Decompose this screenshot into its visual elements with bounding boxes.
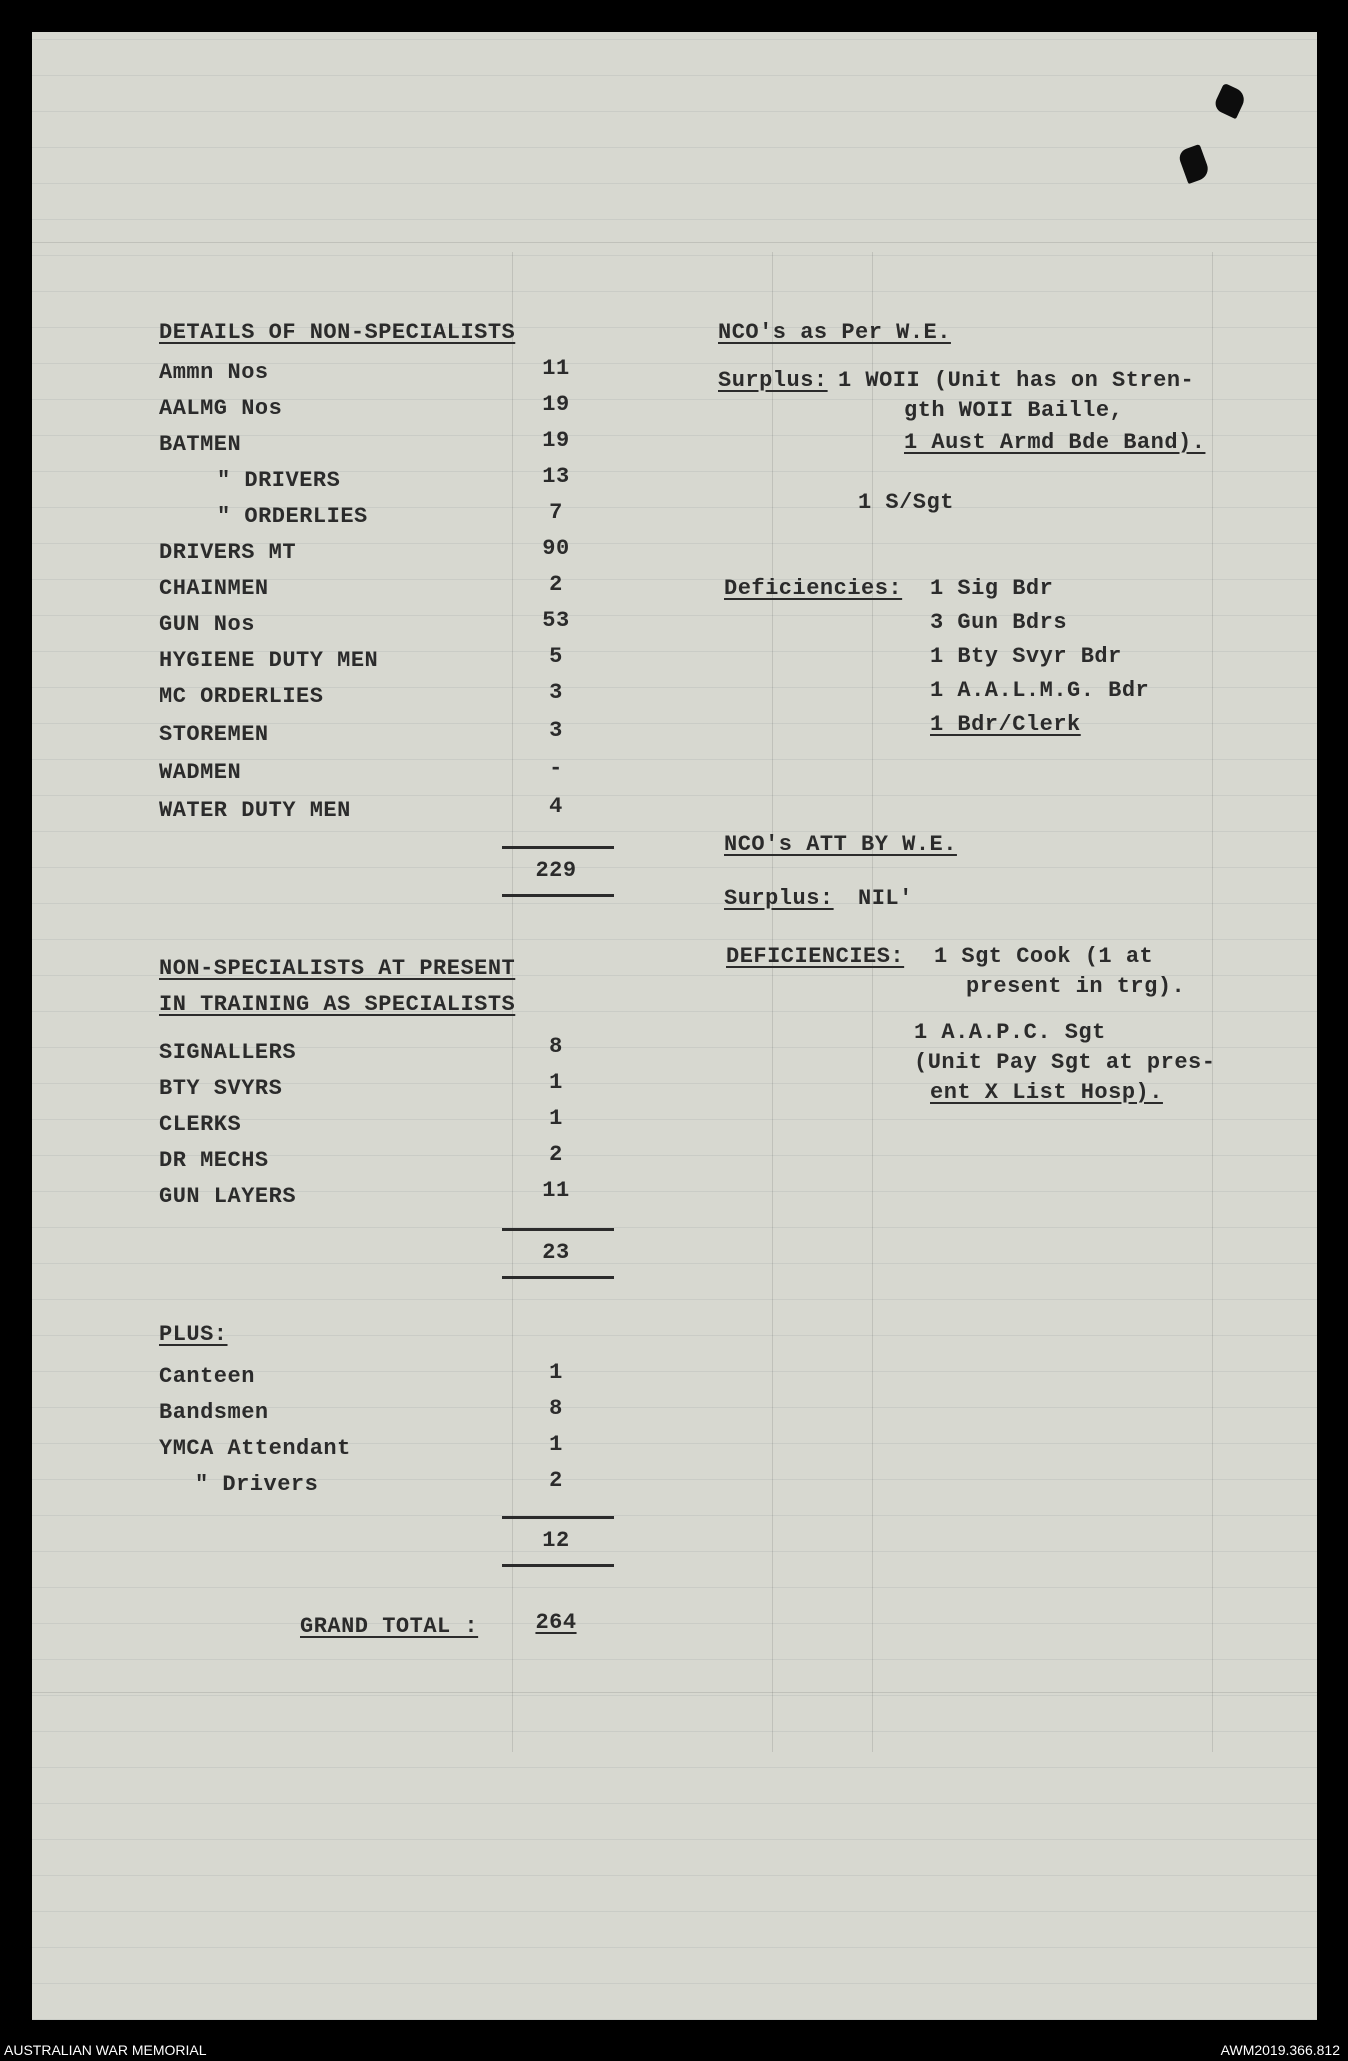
- row-label: AALMG Nos: [159, 396, 283, 421]
- subtotal-rule: [502, 894, 614, 897]
- row-value: 2: [549, 1468, 563, 1493]
- deficiency2-line: (Unit Pay Sgt at pres-: [914, 1050, 1216, 1075]
- row-label: WATER DUTY MEN: [159, 798, 351, 823]
- nco-att-heading: NCO's ATT BY W.E.: [724, 832, 957, 857]
- row-label: SIGNALLERS: [159, 1040, 297, 1065]
- surplus2-value: NIL': [858, 886, 913, 911]
- row-label: MC ORDERLIES: [159, 684, 324, 709]
- footer-accession: AWM2019.366.812: [1220, 2042, 1340, 2058]
- grand-total-value: 264: [535, 1610, 577, 1635]
- ghost-row-line: [32, 242, 1317, 243]
- row-value: 3: [549, 680, 563, 705]
- surplus2-label: Surplus:: [724, 886, 834, 911]
- footer-institution: AUSTRALIAN WAR MEMORIAL: [4, 2042, 207, 2058]
- row-value: 8: [549, 1034, 563, 1059]
- surplus-line: 1 WOII (Unit has on Stren-: [838, 368, 1195, 393]
- row-label: CHAINMEN: [159, 576, 269, 601]
- ghost-row-line: [32, 1692, 1317, 1693]
- row-label: Bandsmen: [159, 1400, 269, 1425]
- row-label: Ammn Nos: [159, 360, 269, 385]
- row-label: STOREMEN: [159, 722, 269, 747]
- surplus-line: 1 Aust Armd Bde Band).: [904, 430, 1206, 455]
- non-specialists-heading: DETAILS OF NON-SPECIALISTS: [159, 320, 516, 345]
- row-value: 53: [542, 608, 570, 633]
- deficiency-line: 1 A.A.L.M.G. Bdr: [930, 678, 1150, 703]
- paper-tear-mark: [1212, 83, 1247, 119]
- row-value: 3: [549, 718, 563, 743]
- deficiency2-line: 1 Sgt Cook (1 at: [934, 944, 1154, 969]
- row-value: 2: [549, 572, 563, 597]
- archive-footer: [0, 2038, 1348, 2061]
- nco-we-heading: NCO's as Per W.E.: [718, 320, 951, 345]
- deficiencies2-label: DEFICIENCIES:: [726, 944, 905, 969]
- deficiency2-line: present in trg).: [966, 974, 1186, 999]
- row-value: 19: [542, 428, 570, 453]
- ghost-column-line: [772, 252, 773, 1752]
- deficiencies-label: Deficiencies:: [724, 576, 903, 601]
- row-value: -: [549, 756, 563, 781]
- document-page: [32, 32, 1317, 2020]
- subtotal-value: 229: [535, 858, 577, 883]
- row-label: " DRIVERS: [217, 468, 341, 493]
- grand-total-label: GRAND TOTAL :: [300, 1614, 479, 1639]
- row-value: 1: [549, 1106, 563, 1131]
- row-value: 11: [542, 356, 570, 381]
- subtotal-rule: [502, 1228, 614, 1231]
- surplus-line: gth WOII Baille,: [904, 398, 1124, 423]
- surplus-label: Surplus:: [718, 368, 828, 393]
- deficiency2-line: ent X List Hosp).: [930, 1080, 1163, 1105]
- row-value: 8: [549, 1396, 563, 1421]
- row-label: YMCA Attendant: [159, 1436, 351, 1461]
- deficiency-line: 3 Gun Bdrs: [930, 610, 1068, 635]
- row-label: Canteen: [159, 1364, 255, 1389]
- row-label: WADMEN: [159, 760, 242, 785]
- row-label: GUN LAYERS: [159, 1184, 297, 1209]
- subtotal-value: 23: [542, 1240, 570, 1265]
- ssgt-line: 1 S/Sgt: [858, 490, 954, 515]
- plus-heading: PLUS:: [159, 1322, 228, 1347]
- row-value: 2: [549, 1142, 563, 1167]
- row-label: " Drivers: [195, 1472, 319, 1497]
- subtotal-rule: [502, 846, 614, 849]
- subtotal-value: 12: [542, 1528, 570, 1553]
- row-label: DRIVERS MT: [159, 540, 297, 565]
- row-label: HYGIENE DUTY MEN: [159, 648, 379, 673]
- row-label: " ORDERLIES: [217, 504, 368, 529]
- row-value: 1: [549, 1070, 563, 1095]
- deficiency2-line: 1 A.A.P.C. Sgt: [914, 1020, 1106, 1045]
- paper-tear-mark: [1177, 144, 1211, 184]
- deficiency-line: 1 Bdr/Clerk: [930, 712, 1081, 737]
- subtotal-rule: [502, 1564, 614, 1567]
- row-value: 4: [549, 794, 563, 819]
- in-training-heading: NON-SPECIALISTS AT PRESENT: [159, 956, 516, 981]
- row-label: GUN Nos: [159, 612, 255, 637]
- ghost-column-line: [872, 252, 873, 1752]
- row-value: 19: [542, 392, 570, 417]
- ghost-column-line: [1212, 252, 1213, 1752]
- row-value: 1: [549, 1360, 563, 1385]
- row-label: CLERKS: [159, 1112, 242, 1137]
- row-value: 5: [549, 644, 563, 669]
- row-value: 1: [549, 1432, 563, 1457]
- subtotal-rule: [502, 1516, 614, 1519]
- row-value: 90: [542, 536, 570, 561]
- in-training-heading: IN TRAINING AS SPECIALISTS: [159, 992, 516, 1017]
- row-value: 7: [549, 500, 563, 525]
- row-value: 11: [542, 1178, 570, 1203]
- deficiency-line: 1 Sig Bdr: [930, 576, 1054, 601]
- subtotal-rule: [502, 1276, 614, 1279]
- row-label: DR MECHS: [159, 1148, 269, 1173]
- deficiency-line: 1 Bty Svyr Bdr: [930, 644, 1122, 669]
- row-label: BTY SVYRS: [159, 1076, 283, 1101]
- row-value: 13: [542, 464, 570, 489]
- row-label: BATMEN: [159, 432, 242, 457]
